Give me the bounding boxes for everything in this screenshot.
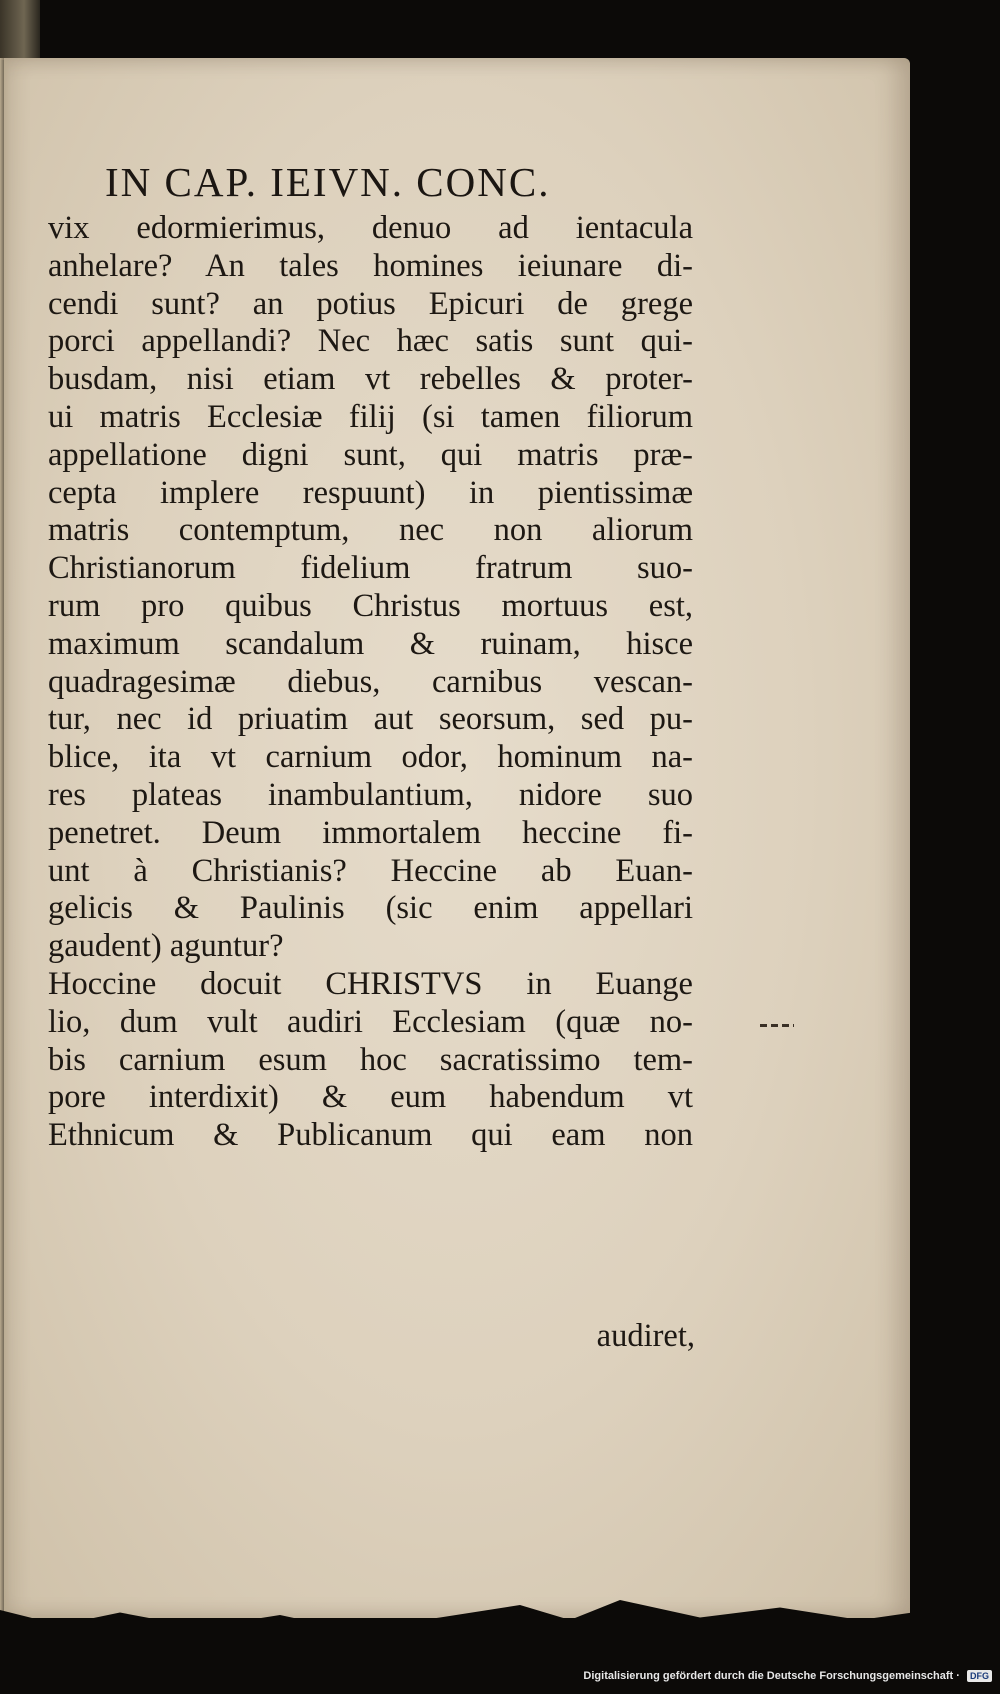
book-spine: [0, 0, 40, 60]
text-line: anhelare? An tales homines ieiunare di-: [48, 247, 693, 284]
text-line: Christianorum fidelium fratrum suo-: [48, 550, 693, 587]
text-line: Ethnicum & Publicanum qui eam non: [48, 1117, 693, 1154]
text-line: busdam, nisi etiam vt rebelles & proter-: [48, 361, 693, 398]
text-line: penetret. Deum immortalem heccine fi-: [48, 814, 693, 851]
dfg-logo-icon: DFG: [967, 1670, 992, 1682]
text-line: quadragesimæ diebus, carnibus vescan-: [48, 663, 693, 700]
digitization-credit: [560, 1670, 992, 1682]
text-line: res plateas inambulantium, nidore suo: [48, 776, 693, 813]
text-line: vix edormierimus, denuo ad ientacula: [48, 210, 693, 246]
catchword: audiret,: [596, 1318, 695, 1354]
credit-text: Digitalisierung gefördert durch die Deutsche Forschungsgemeinschaft ·: [583, 1670, 960, 1682]
body-text: [48, 210, 693, 1155]
page-gutter-shadow: [0, 58, 10, 1618]
text-line: gaudent) aguntur?: [48, 928, 284, 965]
text-line: lio, dum vult audiri Ecclesiam (quæ no-: [48, 1003, 693, 1040]
text-line: pore interdixit) & eum habendum vt: [48, 1079, 693, 1116]
text-line: ui matris Ecclesiæ filij (si tamen filiorum: [48, 398, 693, 435]
text-line: tur, nec id priuatim aut seorsum, sed pu-: [48, 701, 693, 738]
text-line: Hoccine docuit CHRISTVS in Euange: [48, 965, 693, 1002]
text-line: maximum scandalum & ruinam, hisce: [48, 625, 693, 662]
text-line: rum pro quibus Christus mortuus est,: [48, 587, 693, 624]
text-line: appellatione digni sunt, qui matris præ-: [48, 436, 693, 473]
margin-mark: [760, 1024, 794, 1027]
text-line: cepta implere respuunt) in pientissimæ: [48, 474, 693, 511]
text-line: bis carnium esum hoc sacratissimo tem-: [48, 1041, 693, 1078]
text-line: porci appellandi? Nec hæc satis sunt qui-: [48, 323, 693, 360]
text-line: unt à Christianis? Heccine ab Euan-: [48, 852, 693, 889]
text-line: matris contemptum, nec non aliorum: [48, 512, 693, 549]
running-head: IN CAP. IEIVN. CONC.: [105, 159, 551, 205]
text-line: blice, ita vt carnium odor, hominum na-: [48, 739, 693, 776]
text-line: cendi sunt? an potius Epicuri de grege: [48, 285, 693, 322]
text-line: gelicis & Paulinis (sic enim appellari: [48, 890, 693, 927]
